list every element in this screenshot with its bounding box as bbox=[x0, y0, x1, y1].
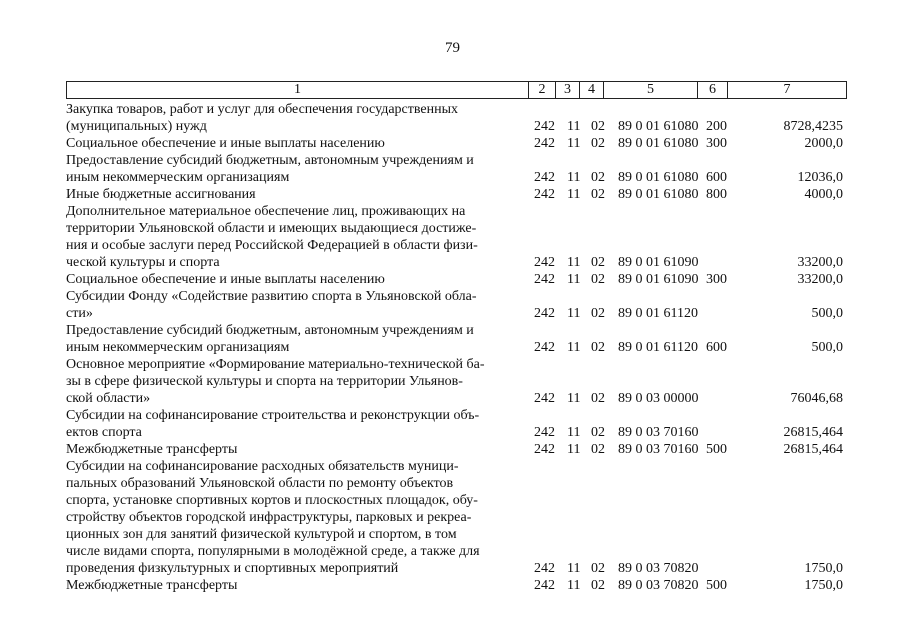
description-line: иным некоммерческим организациям bbox=[66, 170, 290, 185]
row-description bbox=[66, 441, 522, 458]
target-article-code: 89 0 03 70160 bbox=[618, 425, 699, 440]
description-line: ния и особые заслуги перед Российской Федерацией в области физи- bbox=[66, 238, 478, 253]
subsection-code: 02 bbox=[591, 187, 605, 202]
row-codes bbox=[528, 135, 847, 152]
description-line: спорта, установке спортивных кортов и плоскостных площадок, обу- bbox=[66, 493, 478, 508]
section-code: 11 bbox=[567, 119, 581, 134]
target-article-code: 89 0 01 61090 bbox=[618, 272, 699, 287]
amount: 4000,0 bbox=[804, 187, 843, 202]
description-line: Межбюджетные трансферты bbox=[66, 578, 238, 593]
header-col-1: 1 bbox=[67, 82, 529, 98]
amount: 500,0 bbox=[811, 306, 843, 321]
row-description bbox=[66, 288, 522, 322]
description-line: (муниципальных) нужд bbox=[66, 119, 207, 134]
row-description bbox=[66, 577, 522, 594]
ministry-code: 242 bbox=[534, 340, 555, 355]
table-row bbox=[66, 322, 847, 356]
description-line: территории Ульяновской области и имеющих выдающиеся достиже- bbox=[66, 221, 477, 236]
target-article-code: 89 0 01 61090 bbox=[618, 255, 699, 270]
section-code: 11 bbox=[567, 578, 581, 593]
ministry-code: 242 bbox=[534, 561, 555, 576]
table-row bbox=[66, 101, 847, 135]
row-codes bbox=[528, 254, 847, 271]
subsection-code: 02 bbox=[591, 119, 605, 134]
description-line: числе видами спорта, популярными в молодёжной среде, а также для bbox=[66, 544, 480, 559]
description-line: Иные бюджетные ассигнования bbox=[66, 187, 256, 202]
subsection-code: 02 bbox=[591, 425, 605, 440]
expense-type-code: 500 bbox=[706, 578, 727, 593]
description-line: Социальное обеспечение и иные выплаты населению bbox=[66, 136, 385, 151]
description-line: пальных образований Ульяновской области по ремонту объектов bbox=[66, 476, 454, 491]
description-line: Основное мероприятие «Формирование материально-технической ба- bbox=[66, 357, 485, 372]
amount: 12036,0 bbox=[797, 170, 843, 185]
description-line: зы в сфере физической культуры и спорта на территории Ульянов- bbox=[66, 374, 463, 389]
ministry-code: 242 bbox=[534, 272, 555, 287]
table-row bbox=[66, 186, 847, 203]
amount: 33200,0 bbox=[797, 272, 843, 287]
section-code: 11 bbox=[567, 306, 581, 321]
target-article-code: 89 0 01 61120 bbox=[618, 306, 698, 321]
row-description bbox=[66, 203, 522, 271]
ministry-code: 242 bbox=[534, 391, 555, 406]
expense-type-code: 300 bbox=[706, 136, 727, 151]
subsection-code: 02 bbox=[591, 136, 605, 151]
row-description bbox=[66, 135, 522, 152]
description-line: ческой культуры и спорта bbox=[66, 255, 220, 270]
ministry-code: 242 bbox=[534, 136, 555, 151]
section-code: 11 bbox=[567, 255, 581, 270]
expense-type-code: 600 bbox=[706, 340, 727, 355]
ministry-code: 242 bbox=[534, 187, 555, 202]
subsection-code: 02 bbox=[591, 272, 605, 287]
subsection-code: 02 bbox=[591, 170, 605, 185]
section-code: 11 bbox=[567, 187, 581, 202]
table-row bbox=[66, 271, 847, 288]
header-col-5: 5 bbox=[604, 82, 698, 98]
table-row bbox=[66, 356, 847, 407]
row-codes bbox=[528, 560, 847, 577]
description-line: Межбюджетные трансферты bbox=[66, 442, 238, 457]
table-row bbox=[66, 458, 847, 577]
row-codes bbox=[528, 305, 847, 322]
description-line: ционных зон для занятий физической культурой и спортом, в том bbox=[66, 527, 457, 542]
expense-type-code: 500 bbox=[706, 442, 727, 457]
amount: 33200,0 bbox=[797, 255, 843, 270]
amount: 1750,0 bbox=[804, 578, 843, 593]
row-description bbox=[66, 152, 522, 186]
header-col-3: 3 bbox=[556, 82, 580, 98]
amount: 8728,4235 bbox=[783, 119, 843, 134]
amount: 26815,464 bbox=[783, 425, 843, 440]
target-article-code: 89 0 01 61080 bbox=[618, 170, 699, 185]
header-col-6: 6 bbox=[698, 82, 728, 98]
target-article-code: 89 0 03 70820 bbox=[618, 561, 699, 576]
table-row bbox=[66, 203, 847, 271]
ministry-code: 242 bbox=[534, 306, 555, 321]
row-codes bbox=[528, 271, 847, 288]
section-code: 11 bbox=[567, 340, 581, 355]
subsection-code: 02 bbox=[591, 306, 605, 321]
description-line: Дополнительное материальное обеспечение лиц, проживающих на bbox=[66, 204, 466, 219]
row-codes bbox=[528, 390, 847, 407]
page-number: 79 bbox=[445, 40, 460, 56]
header-col-7: 7 bbox=[783, 82, 791, 97]
section-code: 11 bbox=[567, 442, 581, 457]
target-article-code: 89 0 01 61080 bbox=[618, 136, 699, 151]
description-line: стройству объектов городской инфраструктуры, парковых и рекреа- bbox=[66, 510, 472, 525]
row-codes bbox=[528, 169, 847, 186]
description-line: Закупка товаров, работ и услуг для обеспечения государственных bbox=[66, 102, 459, 117]
target-article-code: 89 0 03 70160 bbox=[618, 442, 699, 457]
ministry-code: 242 bbox=[534, 170, 555, 185]
table-row bbox=[66, 152, 847, 186]
section-code: 11 bbox=[567, 425, 581, 440]
row-codes bbox=[528, 186, 847, 203]
table-row bbox=[66, 577, 847, 594]
row-codes bbox=[528, 424, 847, 441]
section-code: 11 bbox=[567, 391, 581, 406]
description-line: ской области» bbox=[66, 391, 151, 406]
table-row bbox=[66, 407, 847, 441]
row-description bbox=[66, 186, 522, 203]
ministry-code: 242 bbox=[534, 255, 555, 270]
ministry-code: 242 bbox=[534, 425, 555, 440]
subsection-code: 02 bbox=[591, 255, 605, 270]
subsection-code: 02 bbox=[591, 340, 605, 355]
table-row bbox=[66, 135, 847, 152]
description-line: ектов спорта bbox=[66, 425, 142, 440]
row-description bbox=[66, 322, 522, 356]
table-body bbox=[66, 101, 847, 594]
expense-type-code: 200 bbox=[706, 119, 727, 134]
section-code: 11 bbox=[567, 136, 581, 151]
header-col-4: 4 bbox=[580, 82, 604, 98]
row-description bbox=[66, 101, 522, 135]
header-col-2: 2 bbox=[529, 82, 556, 98]
description-line: Субсидии на софинансирование расходных обязательств муници- bbox=[66, 459, 459, 474]
row-codes bbox=[528, 118, 847, 135]
amount: 26815,464 bbox=[783, 442, 843, 457]
subsection-code: 02 bbox=[591, 442, 605, 457]
target-article-code: 89 0 03 00000 bbox=[618, 391, 699, 406]
subsection-code: 02 bbox=[591, 391, 605, 406]
description-line: иным некоммерческим организациям bbox=[66, 340, 290, 355]
description-line: сти» bbox=[66, 306, 93, 321]
expense-type-code: 600 bbox=[706, 170, 727, 185]
table-row bbox=[66, 288, 847, 322]
amount: 2000,0 bbox=[804, 136, 843, 151]
description-line: Социальное обеспечение и иные выплаты населению bbox=[66, 272, 385, 287]
row-description bbox=[66, 356, 522, 407]
table-row bbox=[66, 441, 847, 458]
subsection-code: 02 bbox=[591, 561, 605, 576]
amount: 76046,68 bbox=[790, 391, 843, 406]
row-codes bbox=[528, 577, 847, 594]
row-description bbox=[66, 407, 522, 441]
section-code: 11 bbox=[567, 272, 581, 287]
description-line: Предоставление субсидий бюджетным, автономным учреждениям и bbox=[66, 153, 474, 168]
section-code: 11 bbox=[567, 561, 581, 576]
amount: 1750,0 bbox=[804, 561, 843, 576]
table-header bbox=[66, 81, 847, 99]
ministry-code: 242 bbox=[534, 578, 555, 593]
description-line: проведения физкультурных и спортивных мероприятий bbox=[66, 561, 399, 576]
target-article-code: 89 0 01 61120 bbox=[618, 340, 698, 355]
row-codes bbox=[528, 339, 847, 356]
description-line: Предоставление субсидий бюджетным, автономным учреждениям и bbox=[66, 323, 474, 338]
target-article-code: 89 0 01 61080 bbox=[618, 187, 699, 202]
description-line: Субсидии на софинансирование строительства и реконструкции объ- bbox=[66, 408, 480, 423]
target-article-code: 89 0 03 70820 bbox=[618, 578, 699, 593]
amount: 500,0 bbox=[811, 340, 843, 355]
description-line: Субсидии Фонду «Содействие развитию спорта в Ульяновской обла- bbox=[66, 289, 477, 304]
expense-type-code: 300 bbox=[706, 272, 727, 287]
row-codes bbox=[528, 441, 847, 458]
expense-type-code: 800 bbox=[706, 187, 727, 202]
ministry-code: 242 bbox=[534, 119, 555, 134]
section-code: 11 bbox=[567, 170, 581, 185]
row-description bbox=[66, 271, 522, 288]
subsection-code: 02 bbox=[591, 578, 605, 593]
target-article-code: 89 0 01 61080 bbox=[618, 119, 699, 134]
row-description bbox=[66, 458, 522, 577]
ministry-code: 242 bbox=[534, 442, 555, 457]
